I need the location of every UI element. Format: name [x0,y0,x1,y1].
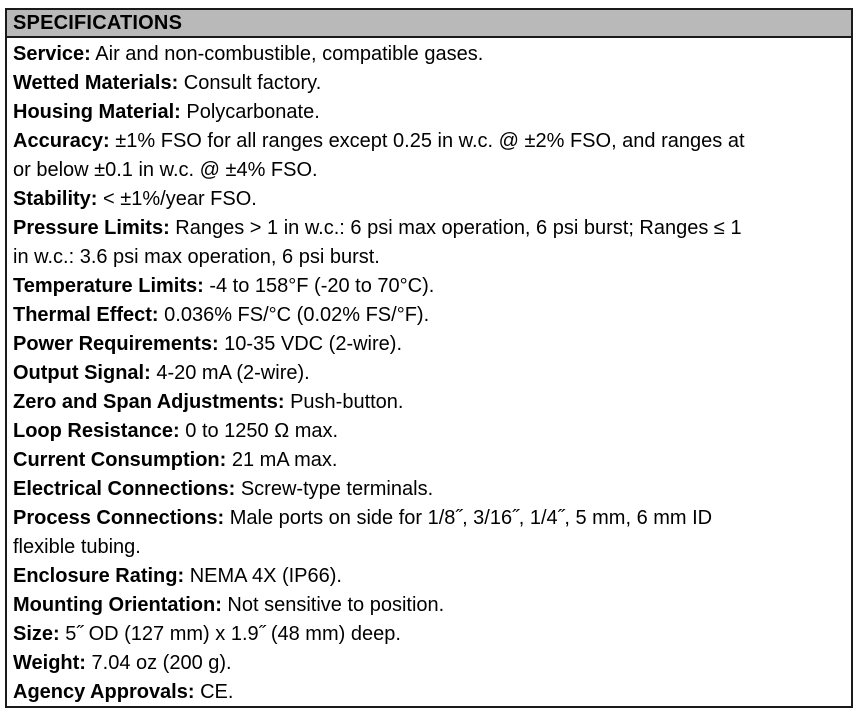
spec-label: Current Consumption: [13,449,227,471]
spec-label: Loop Resistance: [13,420,180,442]
spec-label: Process Connections: [13,507,225,529]
spec-thermal-effect [13,301,845,330]
spec-value: or below ±0.1 in w.c. @ ±4% FSO. [13,159,318,181]
spec-value: 5˝ OD (127 mm) x 1.9˝ (48 mm) deep. [65,623,401,645]
spec-value: 21 mA max. [231,449,338,471]
spec-label: Weight: [13,652,86,674]
spec-pressure-limits-continued [13,243,845,272]
spec-value: Polycarbonate. [186,101,320,123]
spec-label: Agency Approvals: [13,681,195,703]
spec-value: Male ports on side for 1/8˝, 3/16˝, 1/4˝, 5 mm, 6 mm ID [229,507,713,529]
spec-pressure-limits [13,214,845,243]
spec-accuracy-continued [13,156,845,185]
specifications-box [5,8,853,708]
spec-current-consumption [13,446,845,475]
spec-housing-material [13,98,845,127]
spec-label: Service: [13,43,91,65]
specifications-header: SPECIFICATIONS [7,10,851,38]
spec-value: 10-35 VDC (2-wire). [224,333,402,355]
spec-label: Size: [13,623,60,645]
spec-value: 0.036% FS/°C (0.02% FS/°F). [164,304,430,326]
spec-value: ±1% FSO for all ranges except 0.25 in w.c. @ ±2% FSO, and ranges at [115,130,745,152]
spec-mounting-orientation [13,591,845,620]
spec-label: Accuracy: [13,130,110,152]
spec-value: -4 to 158°F (-20 to 70°C). [209,275,435,297]
spec-size [13,620,845,649]
spec-temperature-limits [13,272,845,301]
spec-label: Enclosure Rating: [13,565,185,587]
spec-value: Push-button. [290,391,404,413]
spec-label: Housing Material: [13,101,181,123]
spec-label: Power Requirements: [13,333,219,355]
spec-value: 0 to 1250 Ω max. [185,420,339,442]
spec-label: Mounting Orientation: [13,594,222,616]
spec-value: Not sensitive to position. [227,594,445,616]
spec-label: Electrical Connections: [13,478,236,500]
spec-enclosure-rating [13,562,845,591]
spec-value: Ranges > 1 in w.c.: 6 psi max operation, 6 psi burst; Ranges ≤ 1 [175,217,742,239]
spec-label: Zero and Span Adjustments: [13,391,285,413]
spec-weight [13,649,845,678]
spec-value: in w.c.: 3.6 psi max operation, 6 psi burst. [13,246,380,268]
spec-electrical-connections [13,475,845,504]
spec-label: Temperature Limits: [13,275,204,297]
spec-power-requirements [13,330,845,359]
spec-stability [13,185,845,214]
spec-loop-resistance [13,417,845,446]
spec-wetted-materials [13,69,845,98]
spec-service [13,40,845,69]
spec-zero-span-adjustments [13,388,845,417]
specifications-body [7,38,851,707]
spec-value: < ±1%/year FSO. [103,188,257,210]
spec-value: Consult factory. [183,72,322,94]
spec-accuracy [13,127,845,156]
spec-process-connections-continued [13,533,845,562]
spec-value: NEMA 4X (IP66). [189,565,342,587]
spec-value: 4-20 mA (2-wire). [156,362,310,384]
spec-value: 7.04 oz (200 g). [91,652,232,674]
spec-value: Air and non-combustible, compatible gases. [95,43,484,65]
spec-label: Output Signal: [13,362,151,384]
spec-agency-approvals [13,678,845,707]
spec-process-connections [13,504,845,533]
spec-value: CE. [200,681,234,703]
spec-value: Screw-type terminals. [240,478,434,500]
spec-output-signal [13,359,845,388]
spec-label: Thermal Effect: [13,304,159,326]
spec-value: flexible tubing. [13,536,141,558]
spec-label: Stability: [13,188,98,210]
spec-label: Pressure Limits: [13,217,170,239]
spec-label: Wetted Materials: [13,72,179,94]
